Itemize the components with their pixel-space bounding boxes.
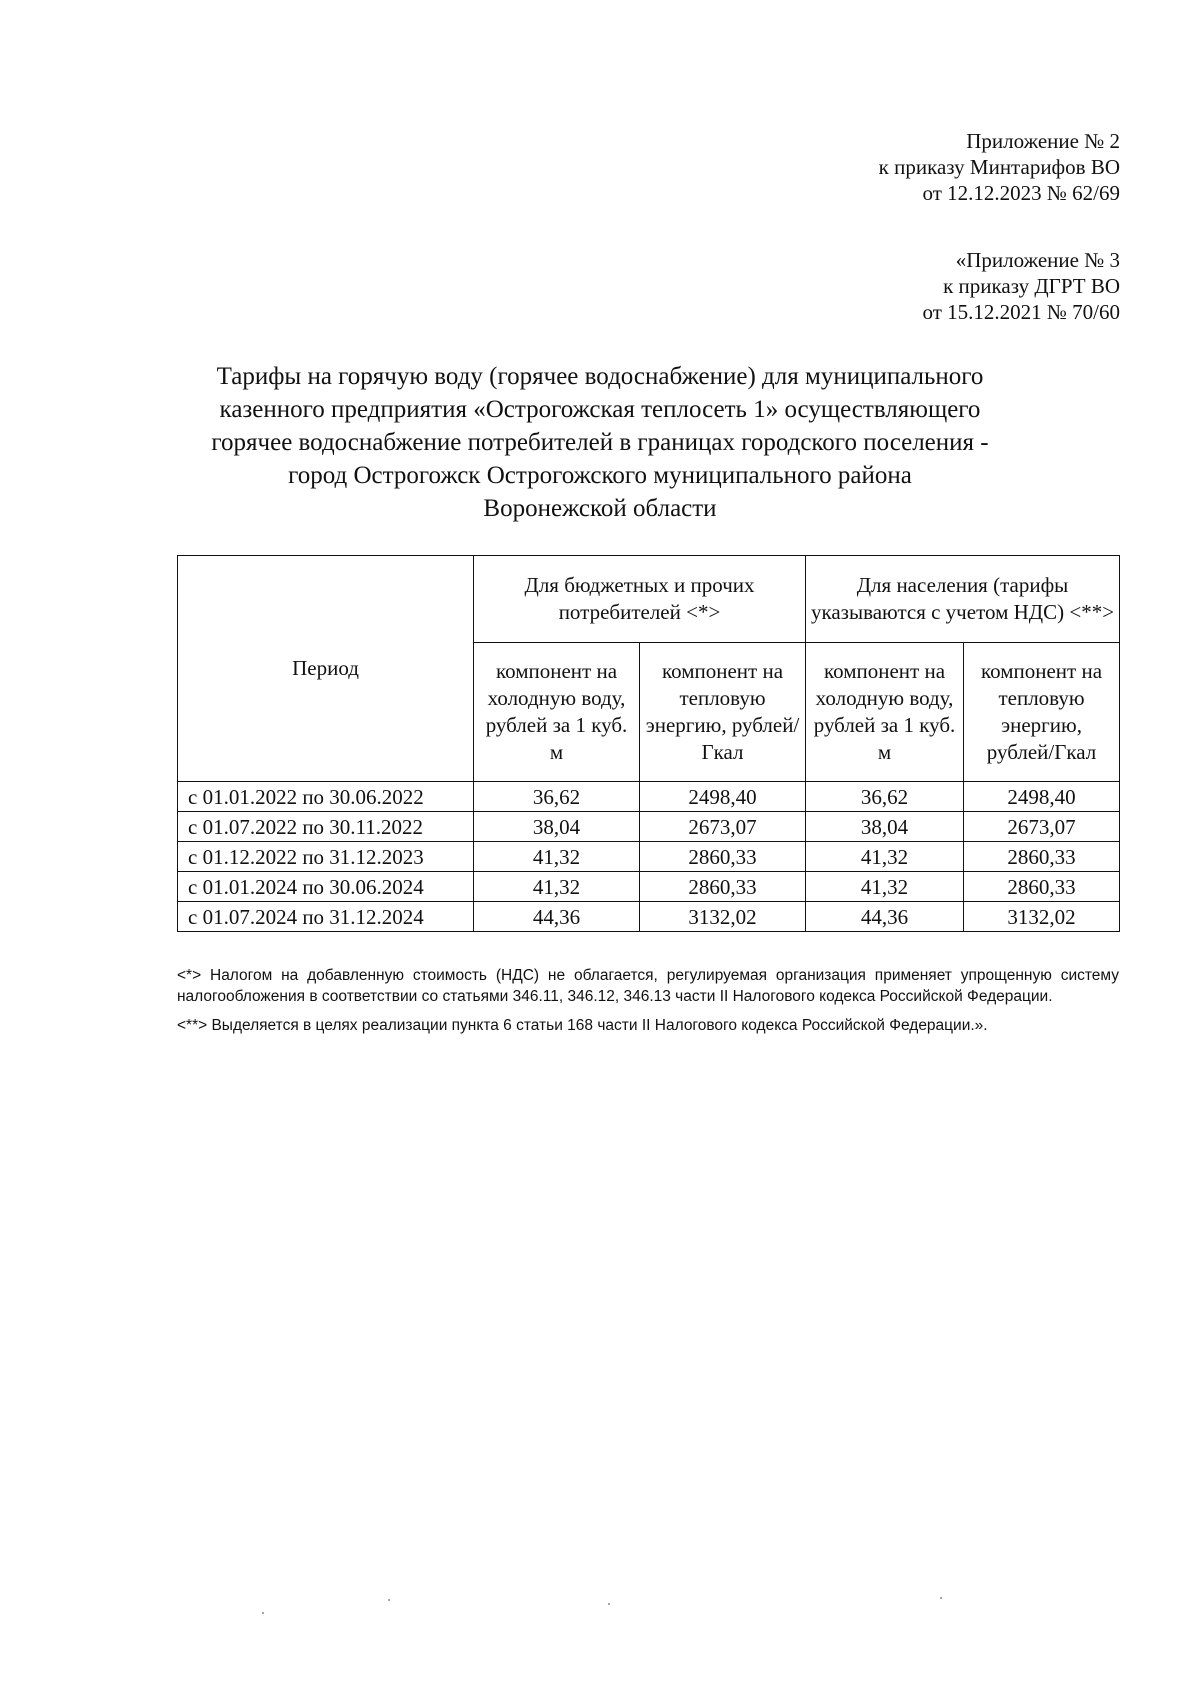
population-header: Для населения (тарифы указываются с учетом НДС) <**>	[806, 556, 1120, 643]
scan-speck	[940, 1597, 942, 1599]
table-row	[178, 782, 1120, 812]
period-cell: с 01.01.2022 по 30.06.2022	[178, 782, 474, 812]
budget-heat-cell: 2860,33	[640, 872, 806, 902]
annex-previous-line-2: к приказу ДГРТ ВО	[943, 274, 1120, 298]
footnotes	[177, 965, 1119, 1045]
budget-water-cell: 41,32	[474, 842, 640, 872]
population-water-cell: 38,04	[806, 812, 964, 842]
population-heat-cell: 2860,33	[964, 842, 1120, 872]
title-line-5: Воронежской области	[483, 495, 717, 522]
annex-current-line-2: к приказу Минтарифов ВО	[878, 155, 1120, 179]
budget-water-cell: 36,62	[474, 782, 640, 812]
budget-water-cell: 38,04	[474, 812, 640, 842]
population-heat-cell: 2498,40	[964, 782, 1120, 812]
population-water-column-header: компонент на холодную воду, рублей за 1 куб. м	[806, 643, 964, 782]
population-heat-cell: 2673,07	[964, 812, 1120, 842]
population-heat-cell: 2860,33	[964, 872, 1120, 902]
period-cell: с 01.07.2024 по 31.12.2024	[178, 902, 474, 932]
budget-heat-column-header: компонент на тепловую энергию, рублей/Гкал	[640, 643, 806, 782]
title-line-4: город Острогожск Острогожского муниципального района	[288, 462, 912, 489]
period-cell: с 01.07.2022 по 30.11.2022	[178, 812, 474, 842]
period-cell: с 01.12.2022 по 31.12.2023	[178, 842, 474, 872]
table-row	[178, 812, 1120, 842]
population-heat-column-header: компонент на тепловую энергию, рублей/Гкал	[964, 643, 1120, 782]
table-row	[178, 872, 1120, 902]
title-line-1: Тарифы на горячую воду (горячее водоснабжение) для муниципального	[216, 363, 984, 390]
document-title	[150, 360, 1050, 525]
title-line-2: казенного предприятия «Острогожская теплосеть 1» осуществляющего	[219, 396, 981, 423]
annex-previous-reference	[922, 247, 1120, 325]
budget-heat-cell: 2673,07	[640, 812, 806, 842]
annex-current-line-1: Приложение № 2	[966, 129, 1120, 153]
table-row	[178, 902, 1120, 932]
population-heat-cell: 3132,02	[964, 902, 1120, 932]
annex-current-reference	[879, 128, 1120, 206]
budget-heat-cell: 2498,40	[640, 782, 806, 812]
population-water-cell: 41,32	[806, 842, 964, 872]
annex-previous-line-1: «Приложение № 3	[955, 248, 1120, 272]
footnote-vat-included: <**> Выделяется в целях реализации пункта 6 статьи 168 части II Налогового кодекса Российской Федерации.».	[177, 1017, 988, 1034]
budget-water-cell: 44,36	[474, 902, 640, 932]
title-line-3: горячее водоснабжение потребителей в границах городского поселения -	[211, 429, 989, 456]
budget-heat-cell: 3132,02	[640, 902, 806, 932]
annex-previous-line-3: от 15.12.2021 № 70/60	[922, 300, 1120, 324]
population-water-cell: 41,32	[806, 872, 964, 902]
scan-speck	[262, 1612, 264, 1614]
budget-consumers-header: Для бюджетных и прочих потребителей <*>	[474, 556, 806, 643]
period-cell: с 01.01.2024 по 30.06.2024	[178, 872, 474, 902]
period-header: Период	[178, 556, 474, 782]
budget-heat-cell: 2860,33	[640, 842, 806, 872]
scan-speck	[388, 1599, 390, 1601]
population-water-cell: 36,62	[806, 782, 964, 812]
budget-water-cell: 41,32	[474, 872, 640, 902]
tariff-table	[177, 555, 1120, 932]
budget-water-column-header: компонент на холодную воду, рублей за 1 куб. м	[474, 643, 640, 782]
annex-current-line-3: от 12.12.2023 № 62/69	[922, 181, 1120, 205]
table-row	[178, 842, 1120, 872]
scan-speck	[608, 1603, 610, 1605]
footnote-vat-exempt: <*> Налогом на добавленную стоимость (НДС) не облагается, регулируемая организация применяет упрощенную систему налогообложения в соответствии со статьями 346.11, 346.12, 346.13 части II Налогового кодекса Российской Федерации.	[177, 967, 1119, 1005]
population-water-cell: 44,36	[806, 902, 964, 932]
